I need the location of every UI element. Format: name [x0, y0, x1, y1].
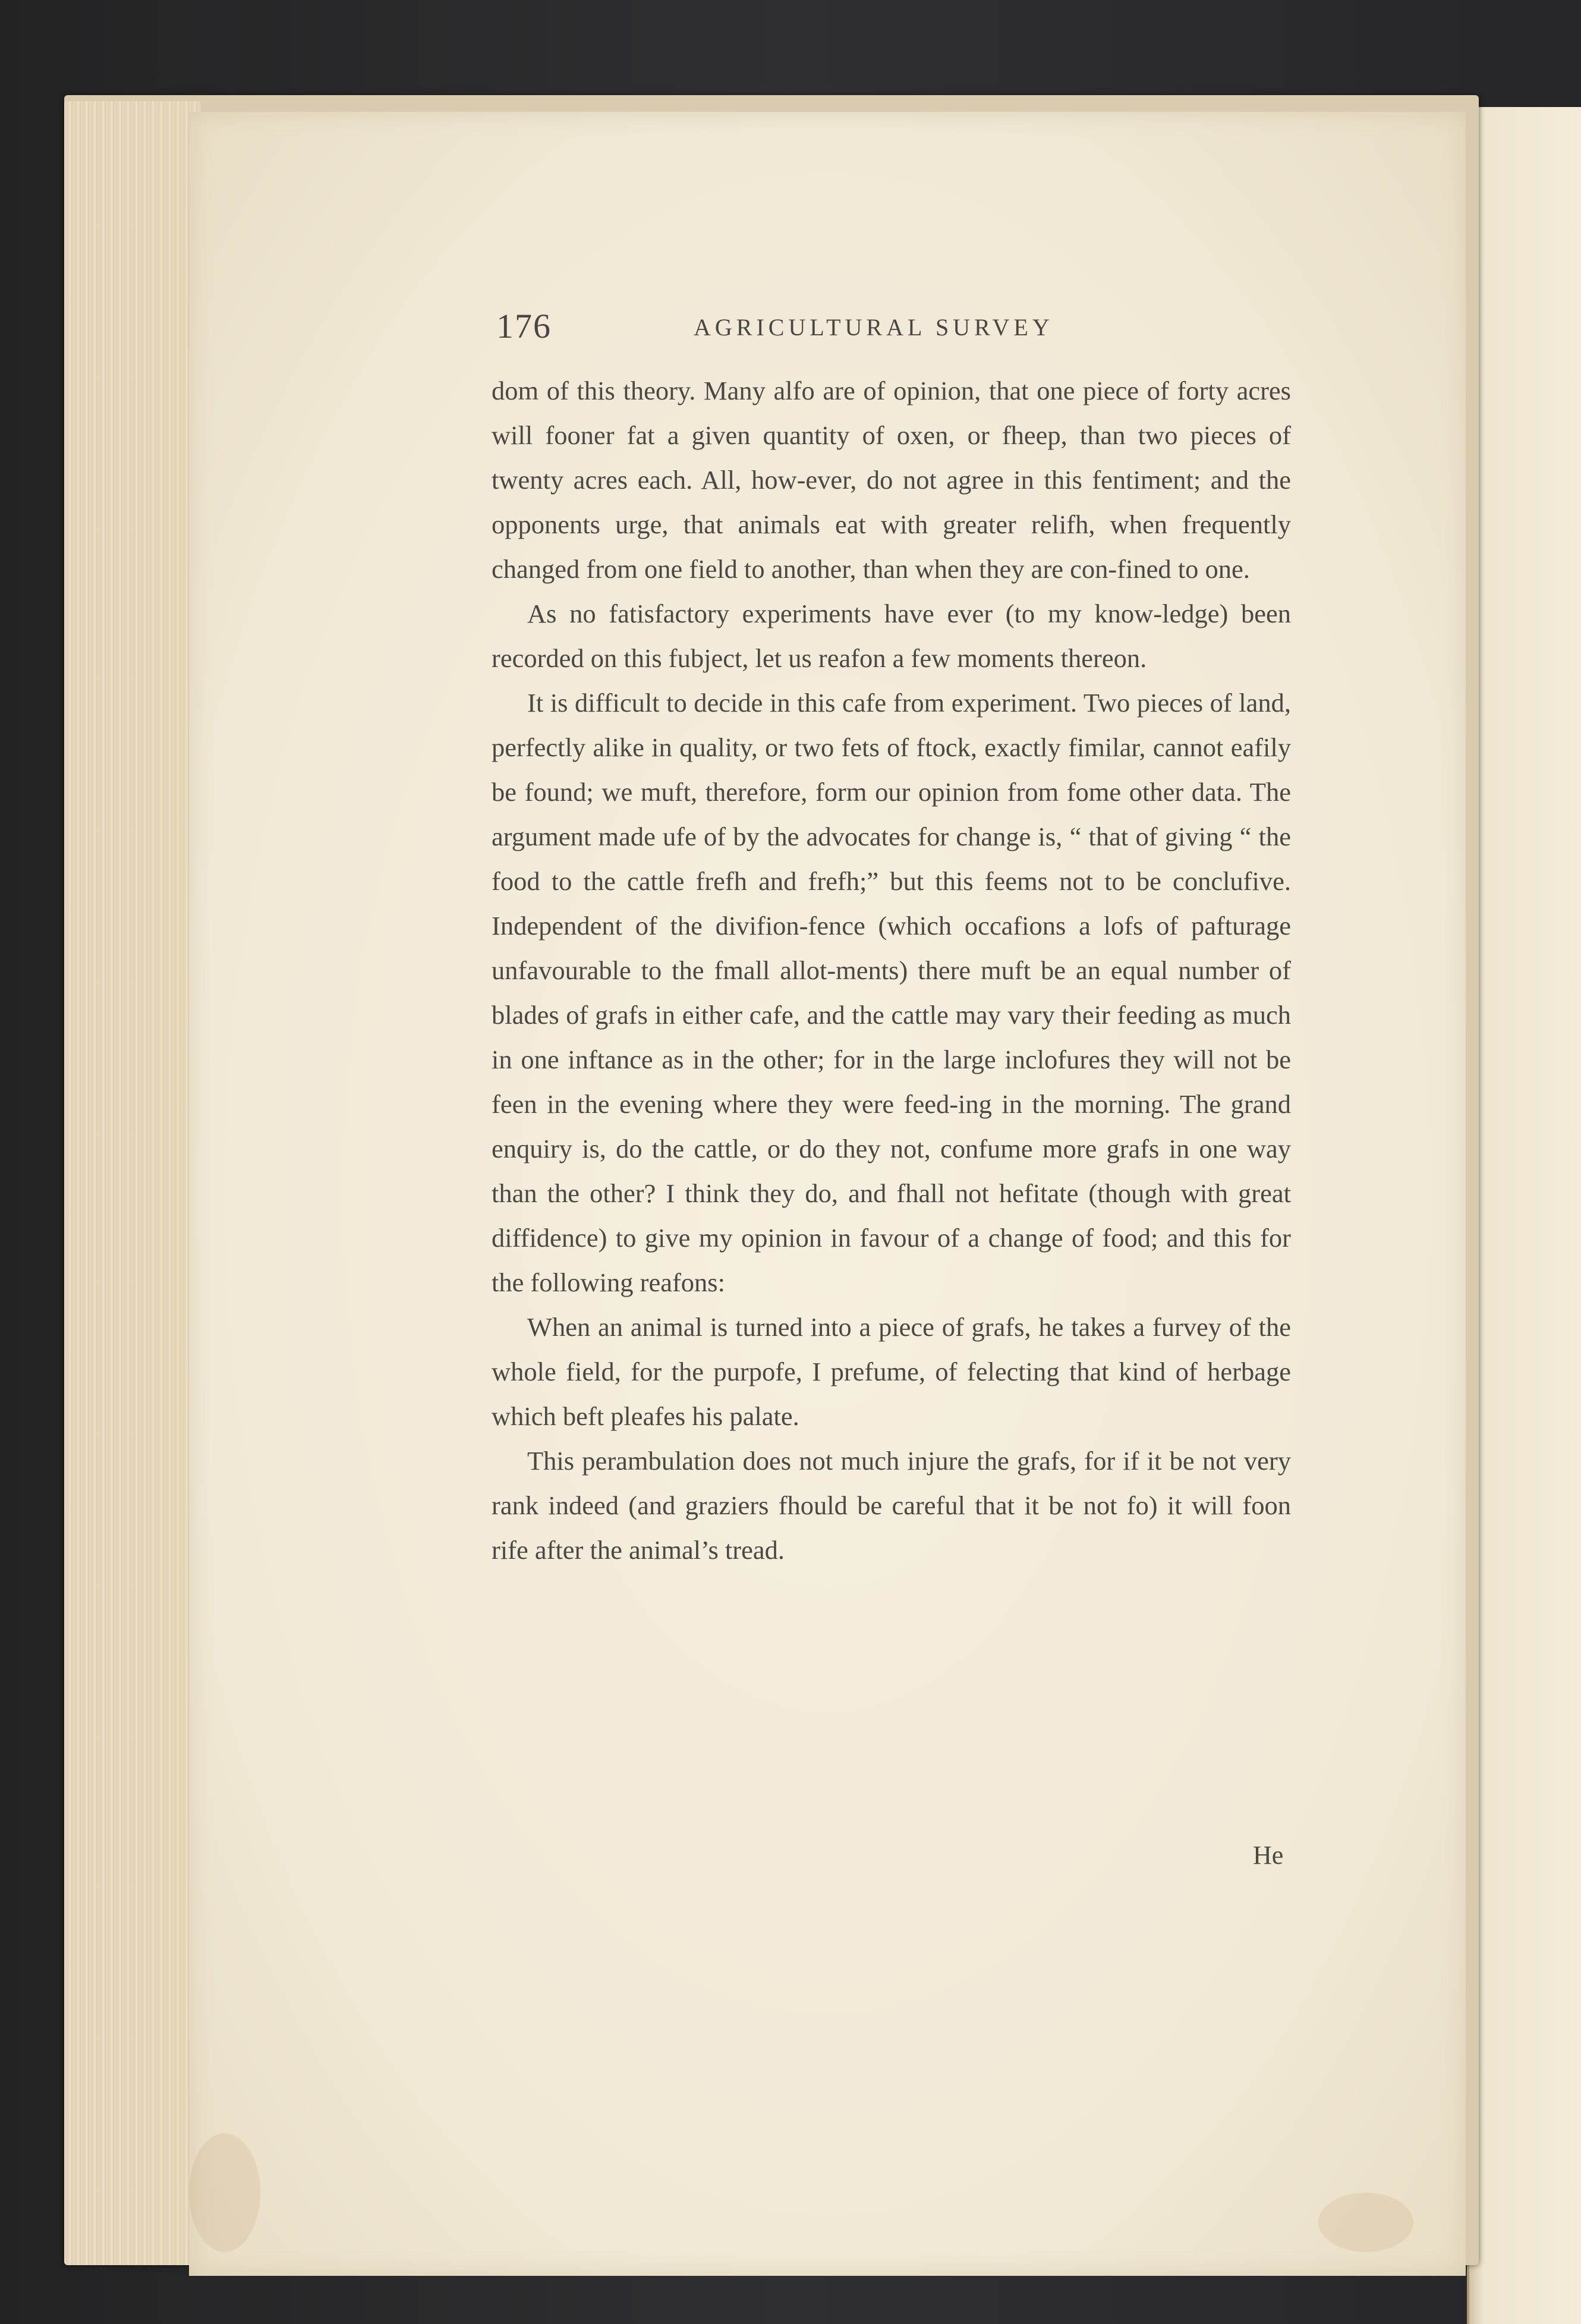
adjacent-page-edge — [1467, 107, 1581, 2324]
running-head: AGRICULTURAL SURVEY — [694, 314, 1054, 341]
page-stain — [1318, 2193, 1413, 2252]
paragraph: This perambulation does not much injure the grafs, for if it be not very rank indeed (and graziers fhould be careful that it be not fo) it will foon rife after the animal’s tread. — [492, 1446, 1291, 1565]
page-number: 176 — [496, 307, 552, 345]
paragraph: As no fatisfactory experiments have ever (to my know-ledge) been recorded on this fubject, let us reafon a few moments thereon. — [492, 599, 1291, 673]
paragraph: It is difficult to decide in this cafe from experiment. Two pieces of land, perfectly alike in quality, or two fets of ftock, exactly fimilar, cannot eafily be found; we muft, therefore, form our opinion from fome other data. The argument made ufe of by the advocates for change is, “ that of giving “ the food to the cattle frefh and frefh;” but this feems not to be conclufive. Independent of the divifion-fence (which occafions a lofs of pafturage unfavourable to the fmall allot-ments) there muft be an equal number of blades of grafs in either cafe, and the cattle may vary their feeding as much in one inftance as in the other; for in the large inclofures they will not be feen in the evening where they were feed-ing in the morning. The grand enquiry is, do the cattle, or do they not, confume more grafs in one way than the other? I think they do, and fhall not hefitate (though with great diffidence) to give my opinion in favour of a change of food; and this for the following reafons: — [492, 688, 1291, 1297]
body-text — [492, 369, 1291, 1573]
page-stack-edge — [64, 101, 201, 2265]
page-header — [496, 306, 1094, 354]
paragraph: dom of this theory. Many alfo are of opinion, that one piece of forty acres will fooner fat a given quantity of oxen, or fheep, than two pieces of twenty acres each. All, how-ever, do not agree in this fentiment; and the opponents urge, that animals eat with greater relifh, when frequently changed from one field to another, than when they are con-fined to one. — [492, 376, 1291, 584]
paragraph: When an animal is turned into a piece of grafs, he takes a furvey of the whole field, for the purpofe, I prefume, of felecting that kind of herbage which beft pleafes his palate. — [492, 1312, 1291, 1431]
catchword: He — [1253, 1841, 1284, 1870]
page-stain — [189, 2133, 260, 2252]
